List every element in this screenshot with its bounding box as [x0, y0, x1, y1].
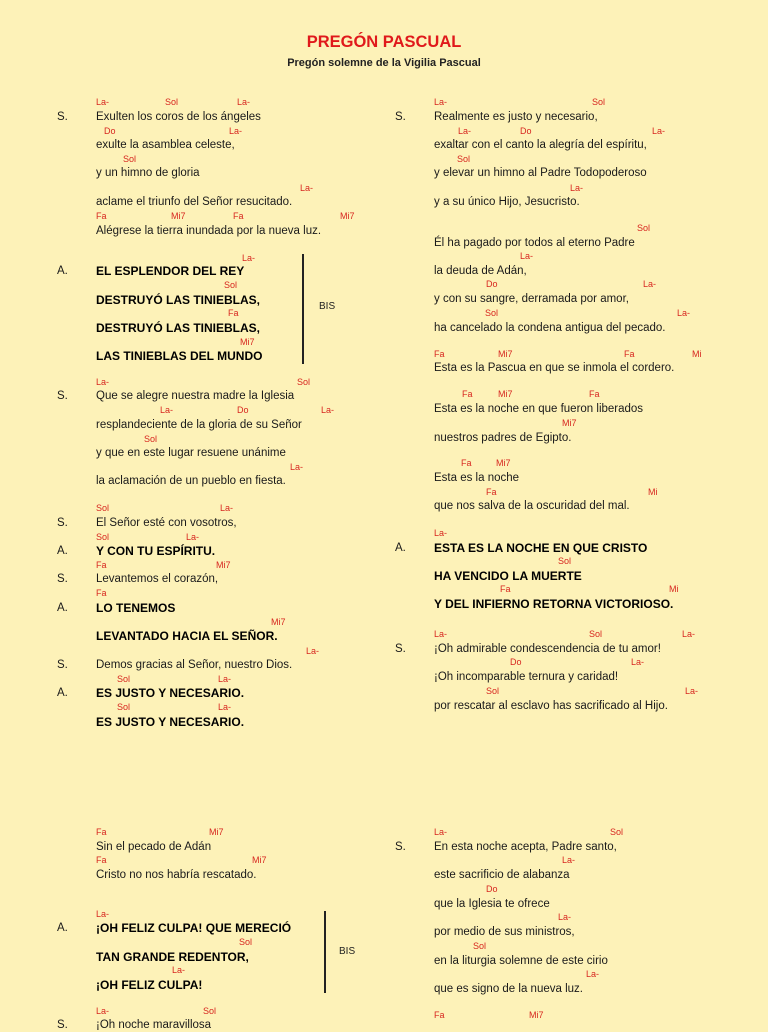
chord-la: La- — [458, 126, 472, 136]
chord-fa: Fa — [461, 458, 472, 468]
chord-sol: Sol — [297, 377, 311, 387]
chord-mi7: Mi7 — [562, 418, 577, 428]
lyric-line: la aclamación de un pueblo en fiesta. — [96, 475, 286, 487]
lyric-line: En esta noche acepta, Padre santo, — [434, 841, 617, 853]
chord-la: La- — [434, 528, 448, 538]
lyric-line: resplandeciente de la gloria de su Señor — [96, 419, 302, 431]
refrain-line: HA VENCIDO LA MUERTE — [434, 569, 582, 583]
chord-la: La- — [562, 855, 576, 865]
chord-sol: Sol — [123, 154, 137, 164]
refrain-line: ES JUSTO Y NECESARIO. — [96, 686, 245, 700]
chord-fa: Fa — [624, 349, 635, 359]
chord-la: La- — [321, 405, 335, 415]
chord-la: La- — [218, 702, 232, 712]
chord-mi: Mi — [648, 487, 658, 497]
lyric-line: Exulten los coros de los ángeles — [96, 111, 261, 123]
refrain-line: LAS TINIEBLAS DEL MUNDO — [96, 349, 263, 363]
chord-sol: Sol — [117, 702, 131, 712]
refrain-line: ¡OH FELIZ CULPA! QUE MERECIÓ — [96, 921, 292, 935]
chord-la: La- — [558, 912, 572, 922]
speaker-label: A. — [57, 265, 68, 277]
chord-fa: Fa — [96, 560, 107, 570]
chord-la: La- — [652, 126, 666, 136]
chord-la: La- — [96, 97, 110, 107]
chord-la: La- — [434, 97, 448, 107]
lyric-line: la deuda de Adán, — [434, 265, 527, 277]
chord-fa: Fa — [233, 211, 244, 221]
chord-sol: Sol — [96, 503, 110, 513]
chord-sol: Sol — [96, 532, 110, 542]
chord-mi: Mi — [669, 584, 679, 594]
chord-fa: Fa — [96, 588, 107, 598]
chord-la: La- — [685, 686, 699, 696]
chord-la: La- — [229, 126, 243, 136]
page-title: PREGÓN PASCUAL — [306, 33, 462, 51]
chord-sol: Sol — [558, 556, 572, 566]
chord-sol: Sol — [144, 434, 158, 444]
chord-la: La- — [306, 646, 320, 656]
chord-mi7: Mi7 — [252, 855, 267, 865]
refrain-line: DESTRUYÓ LAS TINIEBLAS, — [96, 321, 261, 335]
lyric-line: y a su único Hijo, Jesucristo. — [434, 196, 580, 208]
speaker-label: S. — [57, 390, 68, 402]
chord-la: La- — [570, 183, 584, 193]
speaker-label: A. — [57, 922, 68, 934]
lyric-line: y que en este lugar resuene unánime — [96, 447, 286, 459]
lyric-line: Levantemos el corazón, — [96, 573, 219, 585]
chord-sol: Sol — [473, 941, 487, 951]
lyric-line: que nos salva de la oscuridad del mal. — [434, 500, 630, 512]
chord-fa: Fa — [434, 1010, 445, 1020]
chord-sol: Sol — [592, 97, 606, 107]
chord-mi7: Mi7 — [271, 617, 286, 627]
lyric-line: exulte la asamblea celeste, — [96, 139, 235, 151]
speaker-label: S. — [57, 517, 68, 529]
chord-do: Do — [520, 126, 532, 136]
lyric-line: y elevar un himno al Padre Todopoderoso — [434, 167, 647, 179]
lyric-line: y un himno de gloria — [96, 167, 200, 179]
lyric-line: ¡Oh noche maravillosa — [96, 1019, 212, 1031]
lyric-line: Demos gracias al Señor, nuestro Dios. — [96, 659, 293, 671]
chord-sol: Sol — [203, 1006, 217, 1016]
lyric-line: y con su sangre, derramada por amor, — [434, 293, 629, 305]
speaker-label: A. — [57, 602, 68, 614]
lyric-line: exaltar con el canto la alegría del espíritu, — [434, 139, 647, 151]
lyric-line: por rescatar al esclavo has sacrificado al Hijo. — [434, 700, 668, 712]
chord-fa: Fa — [96, 211, 107, 221]
chord-sol: Sol — [486, 686, 500, 696]
chord-la: La- — [96, 377, 110, 387]
speaker-label: A. — [395, 542, 406, 554]
chord-do: Do — [237, 405, 249, 415]
chord-la: La- — [290, 462, 304, 472]
refrain-line: LEVANTADO HACIA EL SEÑOR. — [96, 629, 278, 643]
chord-fa: Fa — [500, 584, 511, 594]
refrain-line: ¡OH FELIZ CULPA! — [96, 978, 203, 992]
lyric-line: Él ha pagado por todos al eterno Padre — [434, 237, 635, 249]
lyric-line: nuestros padres de Egipto. — [434, 432, 572, 444]
chord-mi: Mi — [692, 349, 702, 359]
chord-fa: Fa — [434, 349, 445, 359]
chord-la: La- — [643, 279, 657, 289]
chord-mi7: Mi7 — [340, 211, 355, 221]
lyric-line: Esta es la noche en que fueron liberados — [434, 403, 644, 415]
speaker-label: S. — [395, 111, 406, 123]
refrain-line: ES JUSTO Y NECESARIO. — [96, 715, 245, 729]
chord-la: La- — [96, 1006, 110, 1016]
chord-la: La- — [160, 405, 174, 415]
lyric-line: Que se alegre nuestra madre la Iglesia — [96, 390, 295, 402]
chord-la: La- — [631, 657, 645, 667]
chord-la: La- — [682, 629, 696, 639]
chord-la: La- — [586, 969, 600, 979]
speaker-label: A. — [57, 687, 68, 699]
lyric-line: que la Iglesia te ofrece — [434, 898, 550, 910]
lyric-line: ha cancelado la condena antigua del pecado. — [434, 322, 666, 334]
refrain-line: DESTRUYÓ LAS TINIEBLAS, — [96, 293, 261, 307]
chord-la: La- — [300, 183, 314, 193]
chord-fa: Fa — [228, 308, 239, 318]
chord-sol: Sol — [589, 629, 603, 639]
chord-sol: Sol — [610, 827, 624, 837]
chord-fa: Fa — [486, 487, 497, 497]
chord-mi7: Mi7 — [171, 211, 186, 221]
chord-la: La- — [520, 251, 534, 261]
chord-do: Do — [486, 884, 498, 894]
lyric-line: Cristo no nos habría rescatado. — [96, 869, 257, 881]
speaker-label: S. — [395, 841, 406, 853]
lyric-line: Esta es la Pascua en que se inmola el cordero. — [434, 362, 675, 374]
speaker-label: S. — [57, 1019, 68, 1031]
chord-la: La- — [242, 253, 256, 263]
chord-sol: Sol — [485, 308, 499, 318]
chord-do: Do — [510, 657, 522, 667]
chord-mi7: Mi7 — [529, 1010, 544, 1020]
chord-mi7: Mi7 — [498, 389, 513, 399]
chord-la: La- — [186, 532, 200, 542]
chord-sol: Sol — [239, 937, 253, 947]
lyric-line: Esta es la noche — [434, 472, 520, 484]
speaker-label: S. — [57, 111, 68, 123]
chord-mi7: Mi7 — [240, 337, 255, 347]
chord-fa: Fa — [96, 855, 107, 865]
repeat-bracket — [302, 254, 304, 364]
refrain-line: ESTA ES LA NOCHE EN QUE CRISTO — [434, 541, 648, 555]
bis-label: BIS — [319, 301, 336, 312]
speaker-label: A. — [57, 545, 68, 557]
lyric-line: ¡Oh incomparable ternura y caridad! — [434, 671, 619, 683]
chord-sol: Sol — [117, 674, 131, 684]
chord-la: La- — [220, 503, 234, 513]
chord-do: Do — [486, 279, 498, 289]
chord-la: La- — [172, 965, 186, 975]
speaker-label: S. — [57, 659, 68, 671]
chord-do: Do — [104, 126, 116, 136]
chord-mi7: Mi7 — [216, 560, 231, 570]
chord-la: La- — [434, 629, 448, 639]
lyric-line: Realmente es justo y necesario, — [434, 111, 598, 123]
lyric-line: por medio de sus ministros, — [434, 926, 575, 938]
speaker-label: S. — [57, 573, 68, 585]
lyric-line: ¡Oh admirable condescendencia de tu amor! — [434, 643, 661, 655]
refrain-line: TAN GRANDE REDENTOR, — [96, 950, 249, 964]
chord-mi7: Mi7 — [498, 349, 513, 359]
speaker-label: S. — [395, 643, 406, 655]
chord-la: La- — [237, 97, 251, 107]
lyric-line: en la liturgia solemne de este cirio — [434, 955, 608, 967]
chord-fa: Fa — [96, 827, 107, 837]
chord-mi7: Mi7 — [496, 458, 511, 468]
chord-la: La- — [218, 674, 232, 684]
chord-la: La- — [677, 308, 691, 318]
bis-label: BIS — [339, 946, 356, 957]
chord-sol: Sol — [165, 97, 179, 107]
repeat-bracket — [324, 911, 326, 993]
chord-sol: Sol — [637, 223, 651, 233]
lyric-line: El Señor esté con vosotros, — [96, 517, 237, 529]
refrain-line: Y CON TU ESPÍRITU. — [96, 544, 216, 558]
chord-la: La- — [434, 827, 448, 837]
chord-sol: Sol — [224, 280, 238, 290]
lyric-line: Alégrese la tierra inundada por la nueva luz. — [96, 225, 322, 237]
page-subtitle: Pregón solemne de la Vigilia Pascual — [287, 57, 481, 69]
lyric-line: Sin el pecado de Adán — [96, 841, 212, 853]
lyric-line: que es signo de la nueva luz. — [434, 983, 583, 995]
refrain-line: LO TENEMOS — [96, 601, 176, 615]
refrain-line: Y DEL INFIERNO RETORNA VICTORIOSO. — [434, 597, 674, 611]
lyric-line: este sacrificio de alabanza — [434, 869, 570, 881]
refrain-line: EL ESPLENDOR DEL REY — [96, 264, 245, 278]
chord-fa: Fa — [462, 389, 473, 399]
chord-la: La- — [96, 909, 110, 919]
chord-mi7: Mi7 — [209, 827, 224, 837]
lyric-line: aclame el triunfo del Señor resucitado. — [96, 196, 293, 208]
chord-sol: Sol — [457, 154, 471, 164]
chord-fa: Fa — [589, 389, 600, 399]
